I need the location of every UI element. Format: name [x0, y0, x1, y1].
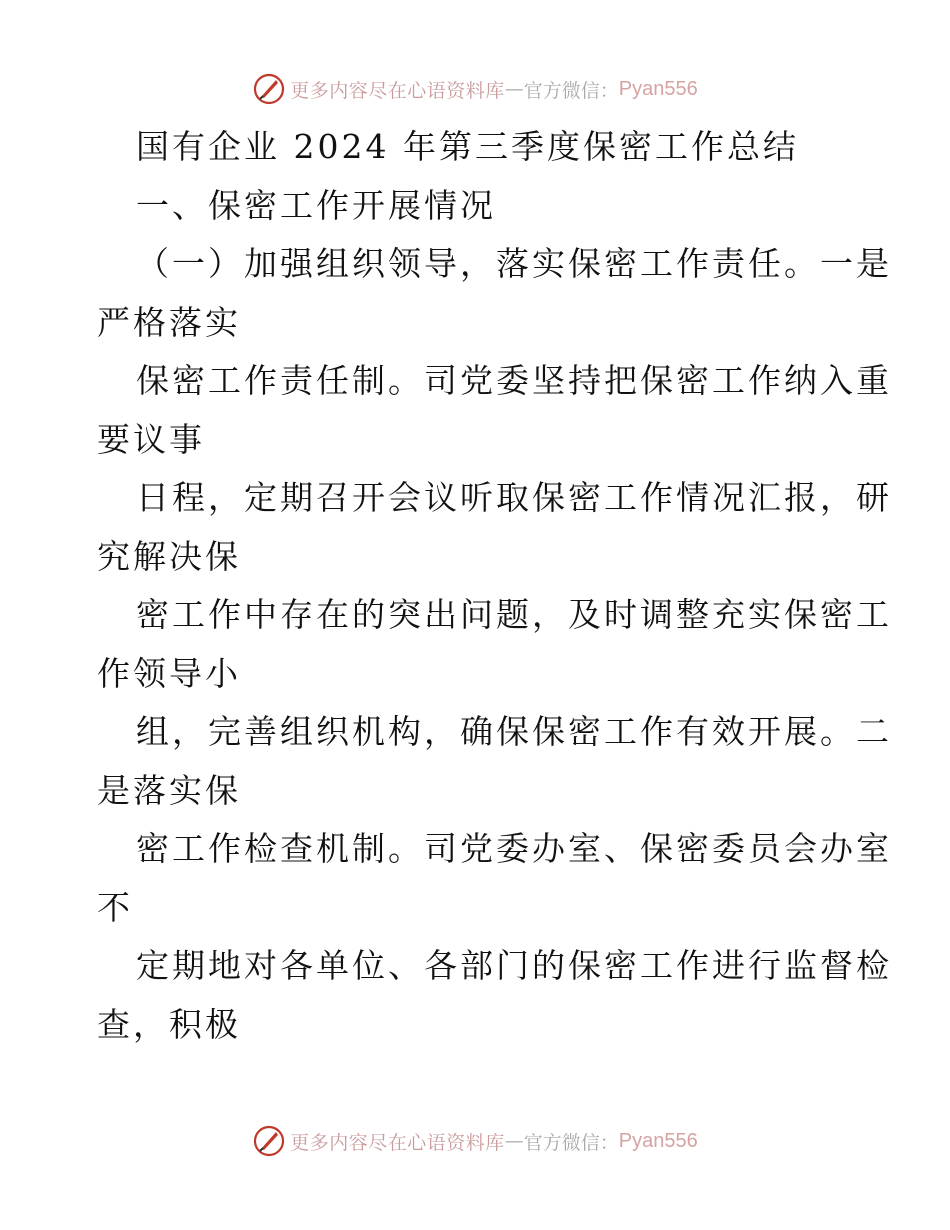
watermark-dash: — [504, 1130, 524, 1152]
watermark-wechat-id: Pyan556 [618, 1129, 698, 1152]
paragraph-line: 定期地对各单位、各部门的保密工作进行监督检 [136, 946, 892, 985]
document-title: 国有企业 2024 年第三季度保密工作总结 [136, 127, 799, 166]
section-heading: 一、保密工作开展情况 [136, 185, 496, 225]
paragraph-line: （一）加强组织领导，落实保密工作责任。一是 [136, 244, 892, 283]
watermark-wechat-label: 官方微信： [523, 1131, 619, 1154]
paragraph-line: 作领导小 [97, 653, 241, 693]
footer-watermark [0, 1124, 950, 1158]
document-body [97, 118, 892, 1054]
paragraph-line: 保密工作责任制。司党委坚持把保密工作纳入重 [136, 361, 892, 400]
watermark-wechat-label: 官方微信： [523, 79, 619, 102]
paragraph-line: 密工作中存在的突出问题，及时调整充实保密工 [136, 595, 892, 634]
watermark-site-text: 更多内容尽在心语资料库 [290, 1131, 505, 1154]
watermark-site-text: 更多内容尽在心语资料库 [290, 79, 505, 102]
paragraph-line: 日程，定期召开会议听取保密工作情况汇报，研 [136, 478, 892, 517]
paragraph-line: 是落实保 [97, 770, 241, 810]
paragraph-line: 不 [97, 887, 133, 927]
watermark-dash: — [504, 78, 524, 100]
quill-logo-icon [252, 1124, 286, 1158]
header-watermark [0, 72, 950, 106]
paragraph-line: 组，完善组织机构，确保保密工作有效开展。二 [136, 712, 892, 751]
paragraph-line: 究解决保 [97, 536, 241, 576]
paragraph-line: 查，积极 [97, 1004, 241, 1044]
paragraph-line: 密工作检查机制。司党委办室、保密委员会办室 [136, 829, 892, 868]
paragraph-line: 要议事 [97, 419, 205, 459]
watermark-wechat-id: Pyan556 [618, 77, 698, 100]
quill-logo-icon [252, 72, 286, 106]
paragraph-line: 严格落实 [97, 302, 241, 342]
